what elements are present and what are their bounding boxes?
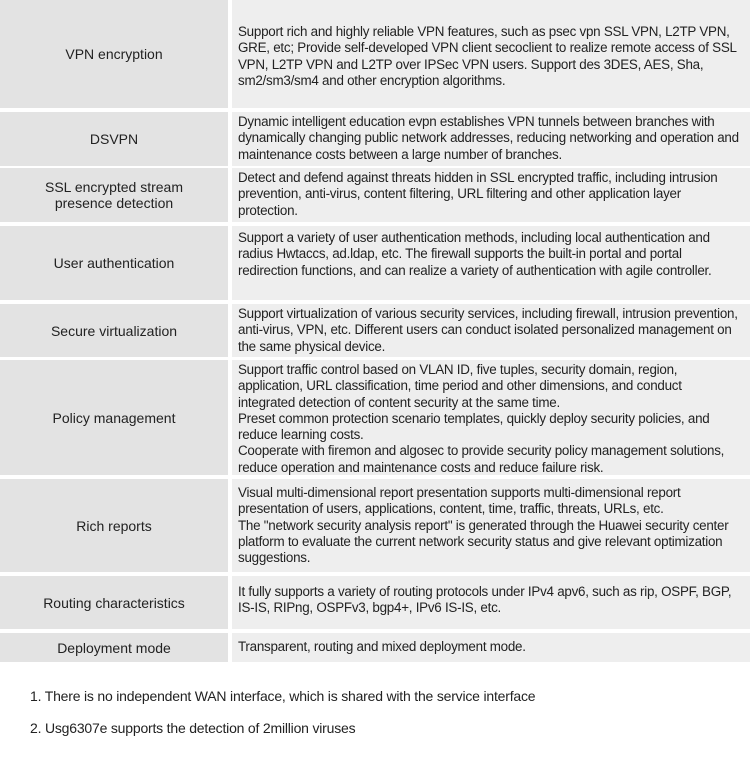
feature-name: Secure virtualization: [0, 304, 228, 357]
description-paragraph: Support traffic control based on VLAN ID, five tuples, security domain, region, application, URL classification, time period and other dimensions, and conduct integrated detection of content security at the same time.: [238, 362, 682, 410]
table-row: [0, 479, 750, 572]
feature-name: VPN encryption: [0, 0, 228, 108]
feature-description: [232, 168, 750, 222]
table-row: [0, 226, 750, 300]
feature-description: [232, 112, 750, 166]
description-paragraph: Support virtualization of various security services, including firewall, intrusion prevention, anti-virus, VPN, etc. Different users can conduct isolated personalized management on the same physical device.: [238, 306, 738, 354]
table-row: [0, 112, 750, 166]
feature-name: Routing characteristics: [0, 576, 228, 629]
table-row: [0, 304, 750, 357]
feature-name: User authentication: [0, 226, 228, 300]
table-row: [0, 0, 750, 108]
description-paragraph: It fully supports a variety of routing protocols under IPv4 apv6, such as rip, OSPF, BGP, IS-IS, RIPng, OSPFv3, bgp4+, IPv6 IS-IS, etc.: [238, 584, 732, 616]
description-paragraph: Support rich and highly reliable VPN features, such as psec vpn SSL VPN, L2TP VPN, GRE, etc; Provide self-developed VPN client secoclient to realize remote access of SSL VPN, L2TP VPN and L2TP over IPSec VPN users. Support des 3DES, AES, Sha, sm2/sm3/sm4 and other encryption algorithms.: [238, 24, 737, 88]
feature-name: SSL encrypted stream presence detection: [0, 168, 228, 222]
feature-name: Rich reports: [0, 479, 228, 572]
description-paragraph: Detect and defend against threats hidden in SSL encrypted traffic, including intrusion prevention, anti-virus, content filtering, URL filtering and other application layer protection.: [238, 170, 718, 218]
feature-description: [232, 304, 750, 357]
feature-name: Policy management: [0, 360, 228, 475]
table-row: [0, 576, 750, 629]
description-paragraph: Cooperate with firemon and algosec to provide security policy management solutions, reduce operation and maintenance costs and reduce failure risk.: [238, 443, 725, 475]
feature-description: [232, 360, 750, 475]
footnotes: [30, 686, 535, 750]
description-paragraph: Visual multi-dimensional report presentation supports multi-dimensional report presentation of users, applications, content, time, traffic, threats, URLs, etc.: [238, 485, 681, 517]
table-row: [0, 360, 750, 475]
footnote: 1. There is no independent WAN interface, which is shared with the service interface: [30, 688, 536, 704]
description-paragraph: Transparent, routing and mixed deployment mode.: [238, 639, 526, 654]
feature-name: DSVPN: [0, 112, 228, 166]
table-row: [0, 633, 750, 662]
feature-description: [232, 576, 750, 629]
feature-description: [232, 479, 750, 572]
description-paragraph: The "network security analysis report" is generated through the Huawei security center platform to evaluate the current network security status and give relevant optimization suggestions.: [238, 517, 729, 566]
feature-name: Deployment mode: [0, 633, 228, 662]
feature-description: [232, 226, 750, 300]
description-paragraph: Dynamic intelligent education evpn establishes VPN tunnels between branches with dynamically changing public network addresses, reducing networking and operation and maintenance costs between a large number of branches.: [238, 114, 739, 162]
feature-description: [232, 633, 750, 662]
table-row: [0, 168, 750, 222]
description-paragraph: Preset common protection scenario templates, quickly deploy security policies, and reduce learning costs.: [238, 410, 710, 443]
description-paragraph: Support a variety of user authentication methods, including local authentication and radius Hwtaccs, ad.ldap, etc. The firewall supports the built-in portal and portal redirection functions, and can realize a variety of authentication with agile controller.: [238, 230, 712, 278]
footnote: 2. Usg6307e supports the detection of 2million viruses: [30, 720, 356, 736]
feature-description: [232, 0, 750, 108]
